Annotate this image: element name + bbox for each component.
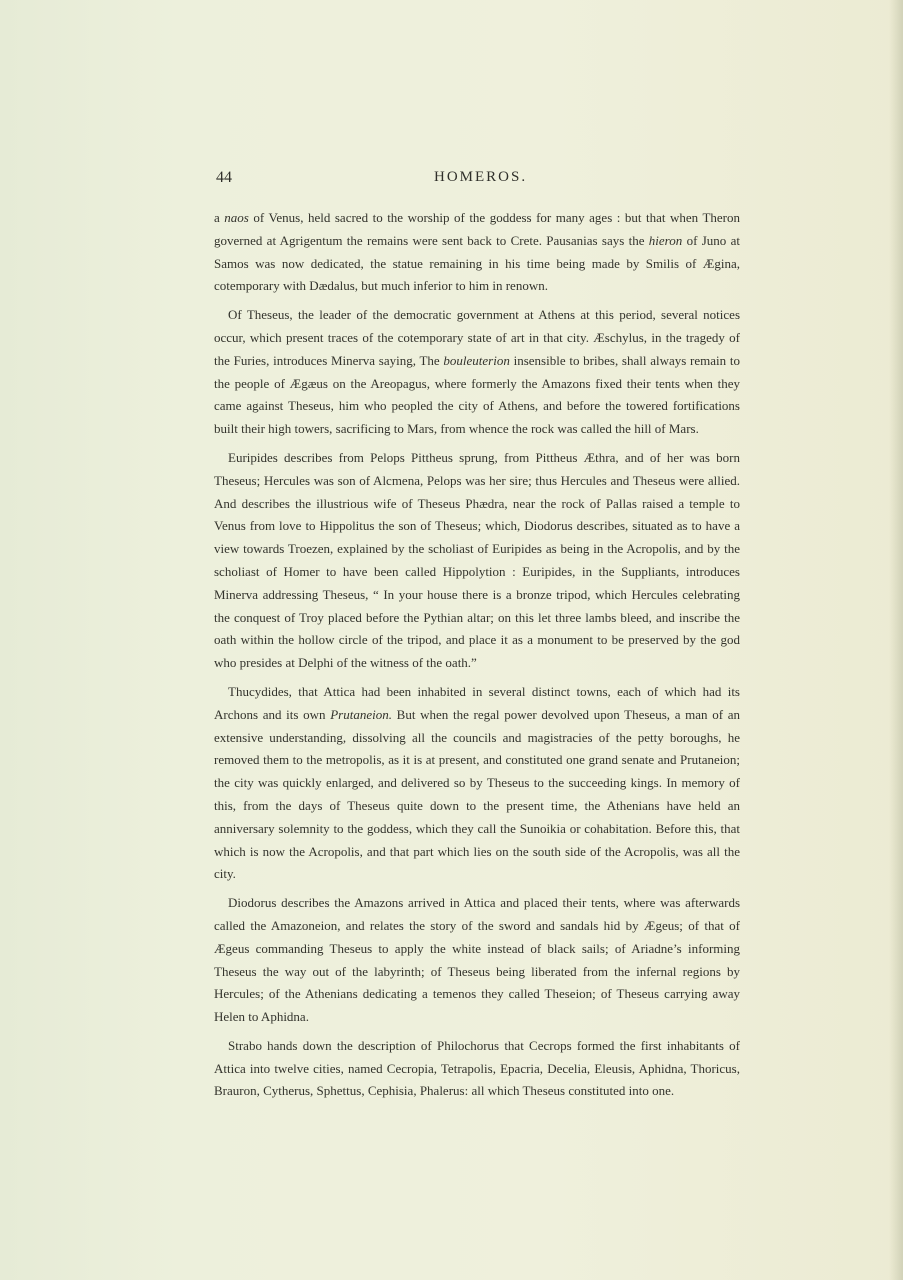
text-run: Strabo hands down the description of Philochorus that Cecrops formed the first inhabitants of Attica into twelve cities, named Cecropia, Tetrapolis, Epacria, Decelia, Eleusis, Aphidna, Thoricus, Brauron, Cytherus, Sphettus, Cephisia, Phalerus: all which Theseus constituted into one. — [214, 1037, 740, 1099]
text-run: Diodorus describes the Amazons arrived in Attica and placed their tents, where was afterwards called the Amazoneion, and relates the story of the sword and sandals hid by Ægeus; of that of Ægeus commanding Theseus to apply the white instead of black sails; of Ariadne’s informing Theseus the way out of the labyrinth; of Theseus being liberated from the infernal regions by Hercules; of the Athenians dedicating a temenos they called Theseion; of Theseus carrying away Helen to Aphidna. — [214, 895, 740, 1025]
paragraph — [214, 681, 740, 886]
text-run: of Juno at Samos was now dedicated, the statue remaining in his time being made by Smilis of Ægina, cotemporary with Dædalus, but much inferior to him in renown. — [214, 232, 740, 294]
text-run: But when the regal power devolved upon Theseus, a man of an extensive understanding, dissolving all the councils and magistracies of the petty boroughs, he removed them to the metropolis, as it is at present, and constituted one grand senate and Prutaneion; the city was quickly enlarged, and delivered so by Theseus to the succeeding kings. In memory of this, from the days of Theseus quite down to the present time, the Athenians have held an anniversary solemnity to the goddess, which they call the Sunoikia or cohabitation. Before this, that which is now the Acropolis, and that part which lies on the south side of the Acropolis, was all the city. — [214, 706, 740, 882]
page-number: 44 — [216, 169, 232, 186]
italic-term: bouleuterion — [443, 352, 510, 368]
paragraph — [214, 207, 740, 298]
italic-term: naos — [224, 210, 249, 225]
paragraph — [214, 892, 740, 1029]
paragraph — [214, 1035, 740, 1103]
text-run: insensible to bribes, shall always remain to the people of Ægæus on the Areopagus, where formerly the Amazons fixed their tents when they came against Theseus, him who peopled the city of Athens, and before the towered fortifications built their high towers, sacrificing to Mars, from whence the rock was called the hill of Mars. — [214, 352, 740, 437]
text-run: Euripides describes from Pelops Pittheus sprung, from Pittheus Æthra, and of her was born Theseus; Hercules was son of Alcmena, Pelops was her sire; thus Hercules and Theseus were allied. And describes the illustrious wife of Theseus Phædra, near the rock of Pallas raised a temple to Venus from love to Hippolitus the son of Theseus; which, Diodorus describes, situated as to have a view towards Troezen, explained by the scholiast of Euripides as being in the Acropolis, and by the scholiast of Homer to have been called Hippolytion : Euripides, in the Suppliants, introduces Minerva addressing Theseus, “ In your house there is a bronze tripod, which Hercules celebrating the conquest of Troy placed before the Pythian altar; on this let three lambs bleed, and inscribe the oath within the hollow circle of the tripod, and place it as a monument to be preserved by the god who presides at Delphi of the witness of the oath.” — [214, 449, 740, 671]
body-text — [214, 207, 740, 1109]
text-run: Thucydides, that Attica had been inhabited in several distinct towns, each of which had its Archons and its own — [214, 683, 740, 722]
running-title: HOMEROS. — [434, 169, 528, 185]
paragraph — [214, 447, 740, 675]
text-run: a — [214, 210, 225, 225]
italic-term: hieron — [648, 232, 683, 248]
page-edge-shadow — [889, 0, 903, 1280]
running-head — [216, 169, 741, 191]
text-run: of Venus, held sacred to the worship of the goddess for many ages : but that when Theron governed at Agrigentum the remains were sent back to Crete. Pausanias says the — [214, 210, 740, 248]
italic-term: Prutaneion. — [330, 706, 392, 722]
paragraph — [214, 304, 740, 441]
text-run: Of Theseus, the leader of the democratic government at Athens at this period, several notices occur, which present traces of the cotemporary state of art in that city. Æschylus, in the tragedy of the Furies, introduces Minerva saying, The — [214, 307, 740, 368]
